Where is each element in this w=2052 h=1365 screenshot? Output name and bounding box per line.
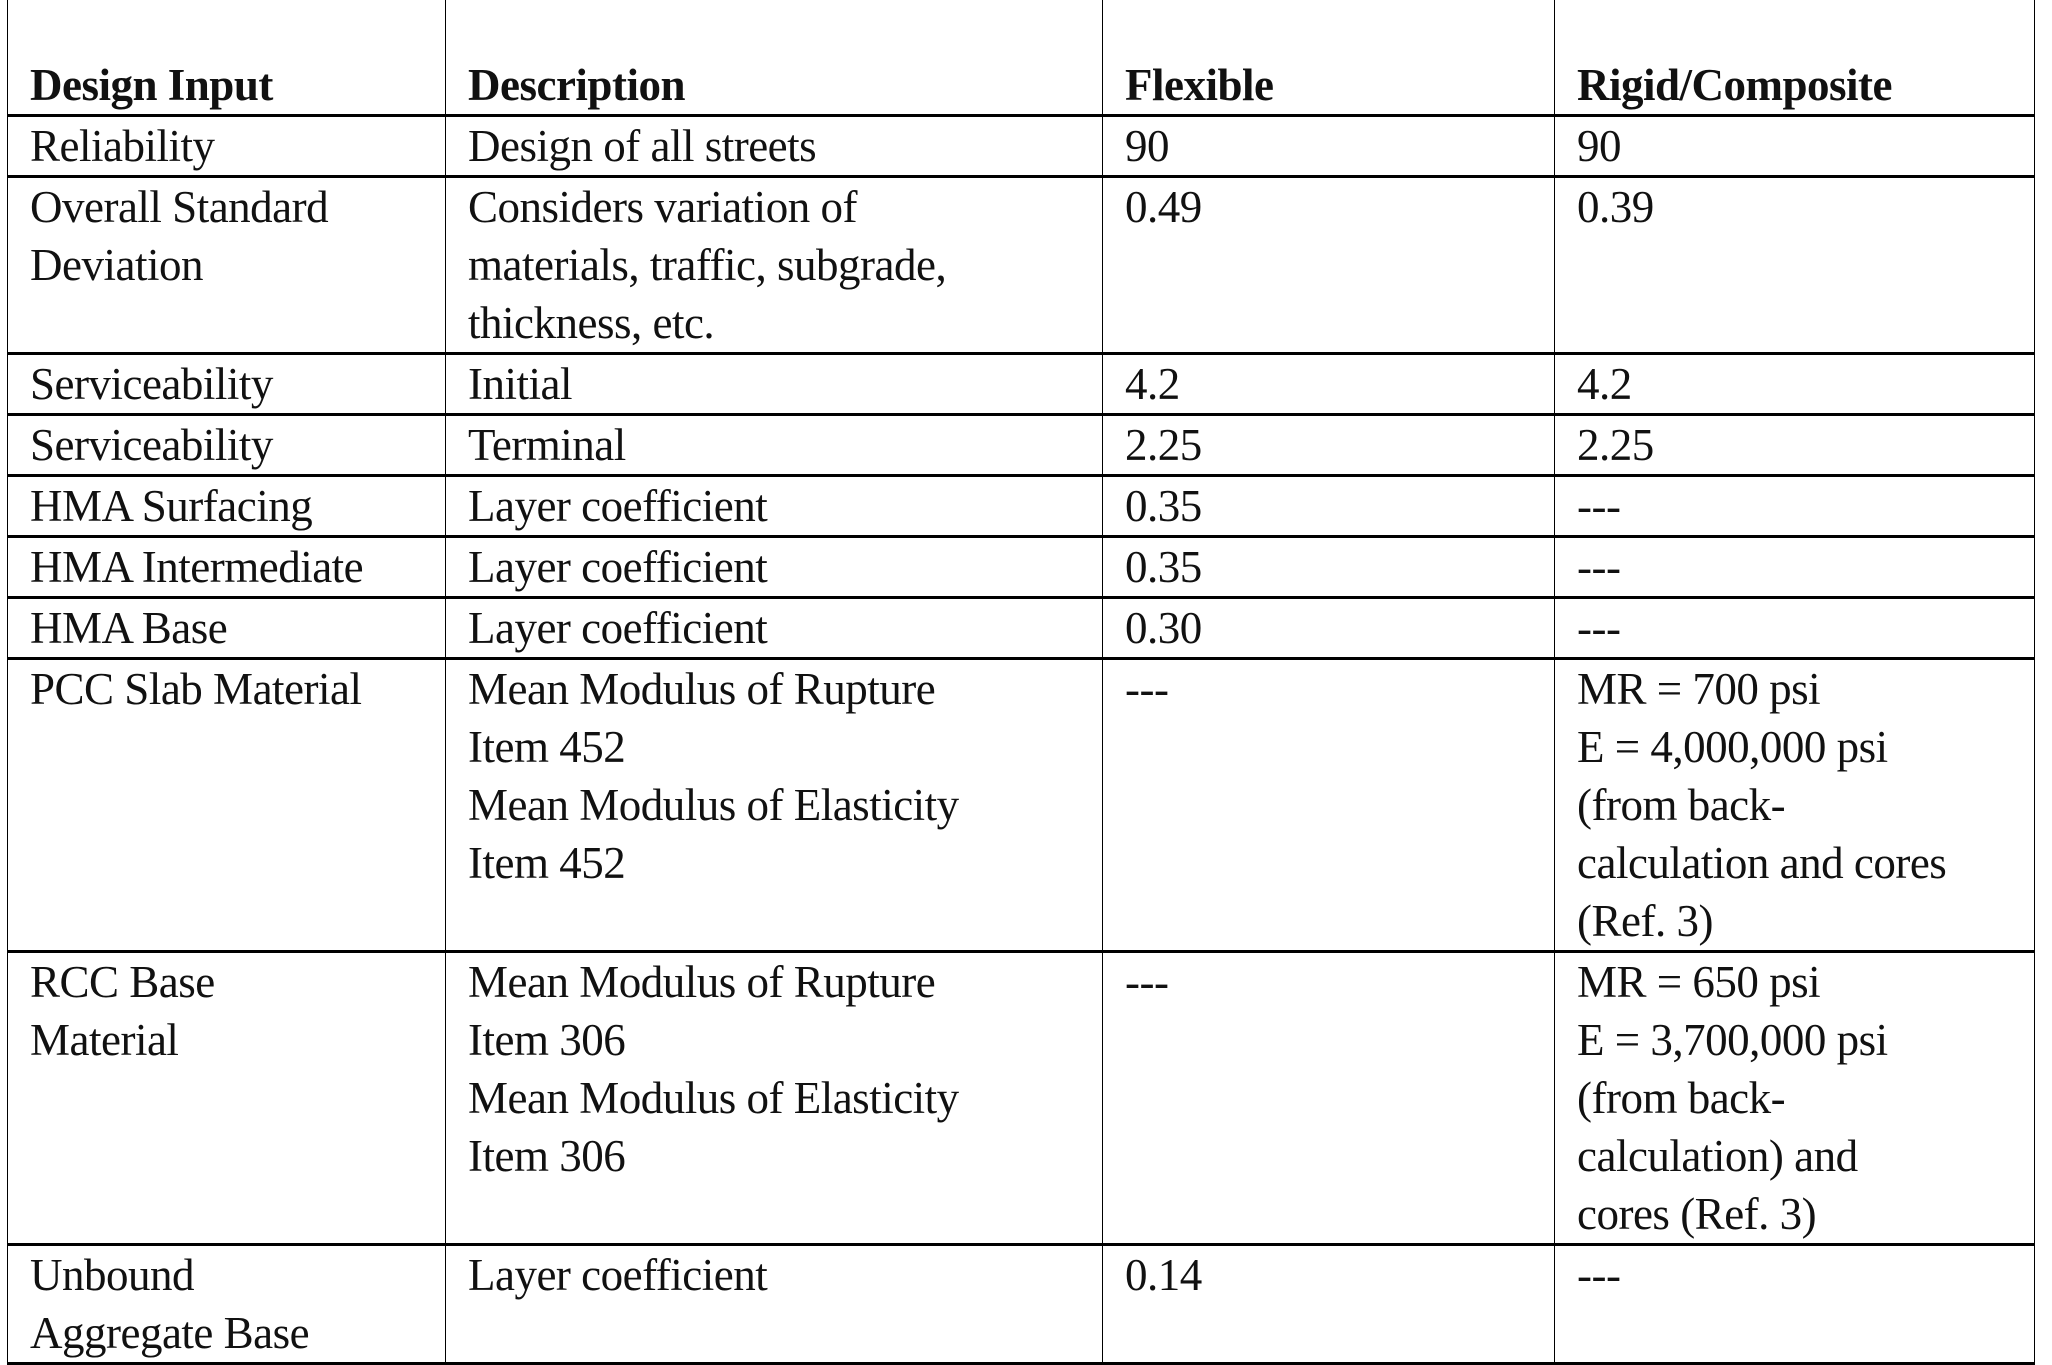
header-rigid-composite: Rigid/Composite [1555, 0, 2035, 116]
description-cell: Terminal [446, 415, 1103, 476]
design-input-cell: Overall Standard Deviation [8, 177, 446, 354]
description-cell: Layer coefficient [446, 537, 1103, 598]
design-input-cell: Serviceability [8, 354, 446, 415]
rigid-composite-cell: 90 [1555, 116, 2035, 177]
rigid-composite-cell: --- [1555, 537, 2035, 598]
rigid-composite-cell: 0.39 [1555, 177, 2035, 354]
header-row [8, 0, 2035, 116]
rigid-composite-cell: --- [1555, 1245, 2035, 1364]
design-inputs-table [7, 0, 2035, 1365]
description-cell: Layer coefficient [446, 1245, 1103, 1364]
header-description: Description [446, 0, 1103, 116]
design-input-cell: PCC Slab Material [8, 659, 446, 952]
flexible-cell: 0.30 [1103, 598, 1555, 659]
description-cell: Mean Modulus of Rupture Item 452 Mean Modulus of Elasticity Item 452 [446, 659, 1103, 952]
flexible-cell: 4.2 [1103, 354, 1555, 415]
description-cell: Considers variation of materials, traffic, subgrade, thickness, etc. [446, 177, 1103, 354]
table-row [8, 659, 2035, 952]
description-cell: Layer coefficient [446, 476, 1103, 537]
table-row [8, 116, 2035, 177]
table-row [8, 415, 2035, 476]
flexible-cell: 0.35 [1103, 537, 1555, 598]
table-row [8, 476, 2035, 537]
design-input-cell: Serviceability [8, 415, 446, 476]
design-input-cell: RCC Base Material [8, 952, 446, 1245]
table-row [8, 177, 2035, 354]
flexible-cell: --- [1103, 659, 1555, 952]
rigid-composite-cell: --- [1555, 598, 2035, 659]
table-row [8, 354, 2035, 415]
table-row [8, 1245, 2035, 1364]
rigid-composite-cell: --- [1555, 476, 2035, 537]
design-input-cell: HMA Base [8, 598, 446, 659]
design-input-cell: Reliability [8, 116, 446, 177]
flexible-cell: 0.35 [1103, 476, 1555, 537]
design-input-cell: HMA Surfacing [8, 476, 446, 537]
description-cell: Initial [446, 354, 1103, 415]
design-input-cell: Unbound Aggregate Base [8, 1245, 446, 1364]
description-cell: Design of all streets [446, 116, 1103, 177]
flexible-cell: 2.25 [1103, 415, 1555, 476]
flexible-cell: 0.49 [1103, 177, 1555, 354]
table-row [8, 537, 2035, 598]
rigid-composite-cell: MR = 700 psi E = 4,000,000 psi (from back- calculation and cores (Ref. 3) [1555, 659, 2035, 952]
header-flexible: Flexible [1103, 0, 1555, 116]
description-cell: Layer coefficient [446, 598, 1103, 659]
design-input-cell: HMA Intermediate [8, 537, 446, 598]
header-design-input: Design Input [8, 0, 446, 116]
flexible-cell: --- [1103, 952, 1555, 1245]
rigid-composite-cell: 2.25 [1555, 415, 2035, 476]
rigid-composite-cell: 4.2 [1555, 354, 2035, 415]
description-cell: Mean Modulus of Rupture Item 306 Mean Modulus of Elasticity Item 306 [446, 952, 1103, 1245]
table-row [8, 598, 2035, 659]
rigid-composite-cell: MR = 650 psi E = 3,700,000 psi (from back- calculation) and cores (Ref. 3) [1555, 952, 2035, 1245]
flexible-cell: 90 [1103, 116, 1555, 177]
table-row [8, 952, 2035, 1245]
flexible-cell: 0.14 [1103, 1245, 1555, 1364]
